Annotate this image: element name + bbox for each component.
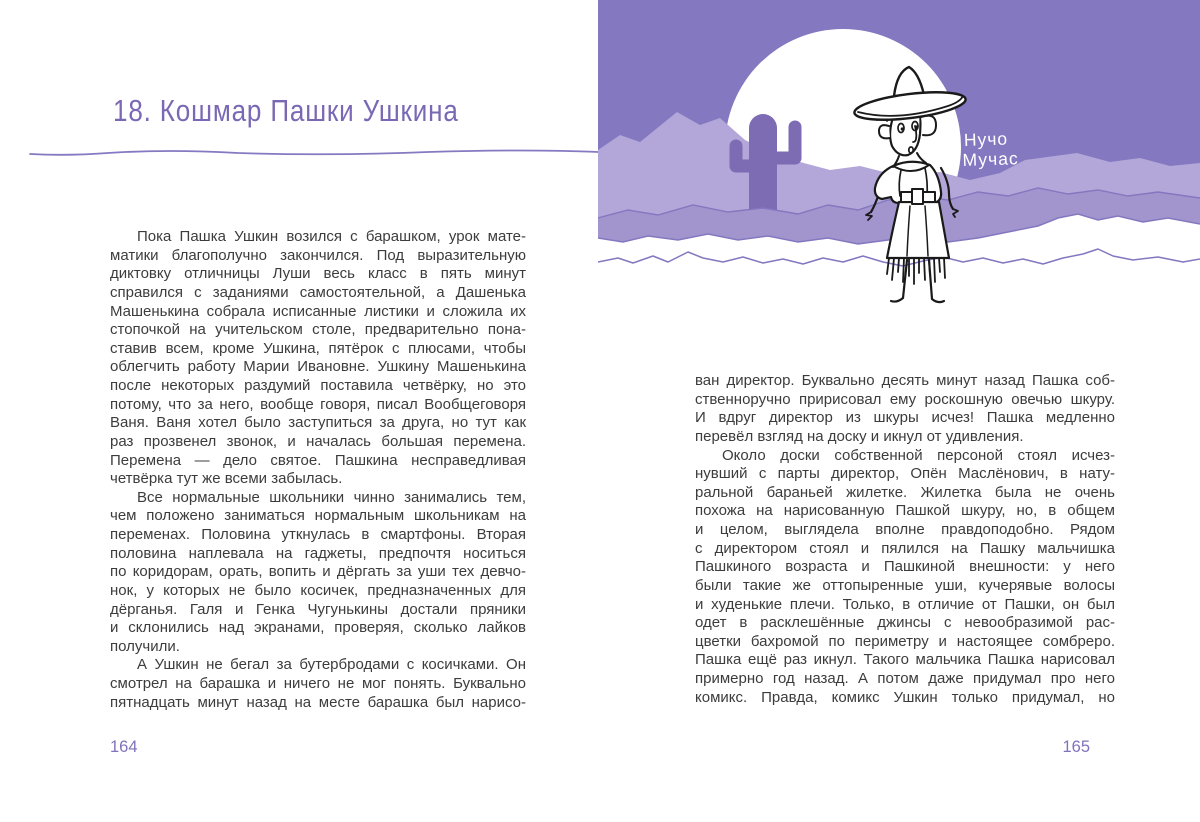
chapter-title: 18. Кошмар Пашки Ушкина bbox=[113, 93, 459, 128]
text-line: похожа на нарисованную Пашкой шкуру, но, в общем bbox=[695, 502, 1115, 520]
text-line: и склонились над экранами, проверяя, сколько лайков bbox=[110, 619, 526, 637]
text-line: матики благополучно закончился. Под выразительную bbox=[110, 246, 526, 264]
text-line: нувший с парты директор, Опён Маслёнович, в нату- bbox=[695, 465, 1115, 483]
text-line: пятнадцать минут назад на месте барашка был нарисо- bbox=[110, 693, 526, 711]
text-line: Все нормальные школьники чинно занимались тем, bbox=[137, 488, 526, 506]
page-number-right: 165 bbox=[1062, 738, 1090, 756]
text-line: стопочкой на учительском столе, предварительно пона- bbox=[110, 321, 526, 339]
text-line: ставив всем, кроме Ушкина, пятёрок с плюсами, чтобы bbox=[110, 339, 526, 357]
text-line: Около доски собственной персоной стоял исчез- bbox=[722, 446, 1115, 464]
text-line: Пашка ещё раз икнул. Такого мальчика Пашка нарисовал bbox=[695, 651, 1115, 669]
paragraph bbox=[110, 489, 526, 657]
text-line: облегчить работу Марии Ивановне. Ушкину Машенькина bbox=[110, 358, 526, 376]
text-line: перевёл взгляд на доску и икнул от удивления. bbox=[695, 427, 1024, 445]
text-line: А Ушкин не бегал за бутербродами с косичками. Он bbox=[137, 656, 526, 674]
text-line: Пашкиного возраста и Пашкиной внешности: у него bbox=[695, 558, 1115, 576]
text-line: Перемена — дело святое. Пашкина несправедливая bbox=[110, 451, 526, 469]
text-line: ван директор. Буквально десять минут назад Пашка соб- bbox=[695, 372, 1115, 389]
text-line: И вдруг директор из шкуры исчез! Пашка медленно bbox=[695, 409, 1115, 427]
text-line: после некоторых раздумий поставила четвёрку, но это bbox=[110, 377, 526, 394]
text-line: и целом, выглядела вполне правдоподобно. Рядом bbox=[695, 521, 1115, 538]
text-line: Машенькина собрала исписанные листики и сложила их bbox=[110, 302, 526, 320]
text-line: четвёрка тут же всеми забылась. bbox=[110, 470, 343, 488]
text-line: ственноручно пририсовал ему роскошную овечью шкуру. bbox=[695, 390, 1115, 408]
text-line: раз прозвенел звонок, и началась большая перемена. bbox=[110, 432, 526, 450]
title-underline bbox=[28, 144, 600, 160]
text-line: примерно год назад. А потом даже придумал про него bbox=[695, 670, 1115, 687]
label-line-2: Мучас bbox=[962, 148, 1019, 171]
text-line: чем положено заниматься нормальным школьникам на bbox=[110, 507, 526, 525]
text-line: цветки бахромой по периметру и настоящее сомбреро. bbox=[695, 632, 1115, 650]
text-line: половина наплевала на гаджеты, предпочтя носиться bbox=[110, 544, 526, 562]
paragraph bbox=[110, 228, 526, 489]
paragraph bbox=[695, 447, 1115, 708]
page-number-left: 164 bbox=[110, 738, 138, 756]
text-line: Ваня. Ваня хотел было заступиться за друга, но тут как bbox=[110, 414, 526, 432]
text-line: смотрел на барашка и ничего не мог понять. Буквально bbox=[110, 675, 526, 692]
desert-illustration bbox=[598, 0, 1200, 316]
text-line: справился с заданиями самостоятельной, а Дашенька bbox=[110, 283, 526, 301]
text-line: и худенькие плечи. Только, в отличие от Пашки, он был bbox=[695, 595, 1115, 613]
text-line: одет в расклешённые джинсы с невообразимой рас- bbox=[695, 614, 1115, 632]
text-line: переменах. Половина уткнулась в смартфоны. Вторая bbox=[110, 526, 526, 543]
text-line: потому, что за него, вообще говоря, писал Вообщеговоря bbox=[110, 395, 526, 413]
text-line: комикс. Правда, комикс Ушкин только придумал, но bbox=[695, 688, 1115, 706]
left-page-text bbox=[110, 228, 526, 712]
paragraph bbox=[110, 656, 526, 712]
text-line: были такие же оттопыренные уши, кучерявые волосы bbox=[695, 576, 1115, 594]
text-line: Пока Пашка Ушкин возился с барашком, урок мате- bbox=[137, 228, 526, 245]
text-line: получили. bbox=[110, 637, 180, 655]
text-line: дёрганья. Галя и Генка Чугунькины достали пряники bbox=[110, 600, 526, 618]
text-line: нок, у которых не было косичек, предназначенных для bbox=[110, 581, 526, 599]
right-page-text bbox=[695, 372, 1115, 707]
text-line: с директором стоял и пялился на Пашку мальчишка bbox=[695, 539, 1115, 557]
text-line: ральной бараньей жилетке. Жилетка была не очень bbox=[695, 483, 1115, 501]
label-line-1: Нучо bbox=[963, 128, 1009, 150]
text-line: по коридорам, орать, вопить и дёргать за уши тех девчо- bbox=[110, 563, 526, 581]
paragraph bbox=[695, 372, 1115, 447]
text-line: диктовку отличницы Луши весь класс в пять минут bbox=[110, 265, 526, 283]
